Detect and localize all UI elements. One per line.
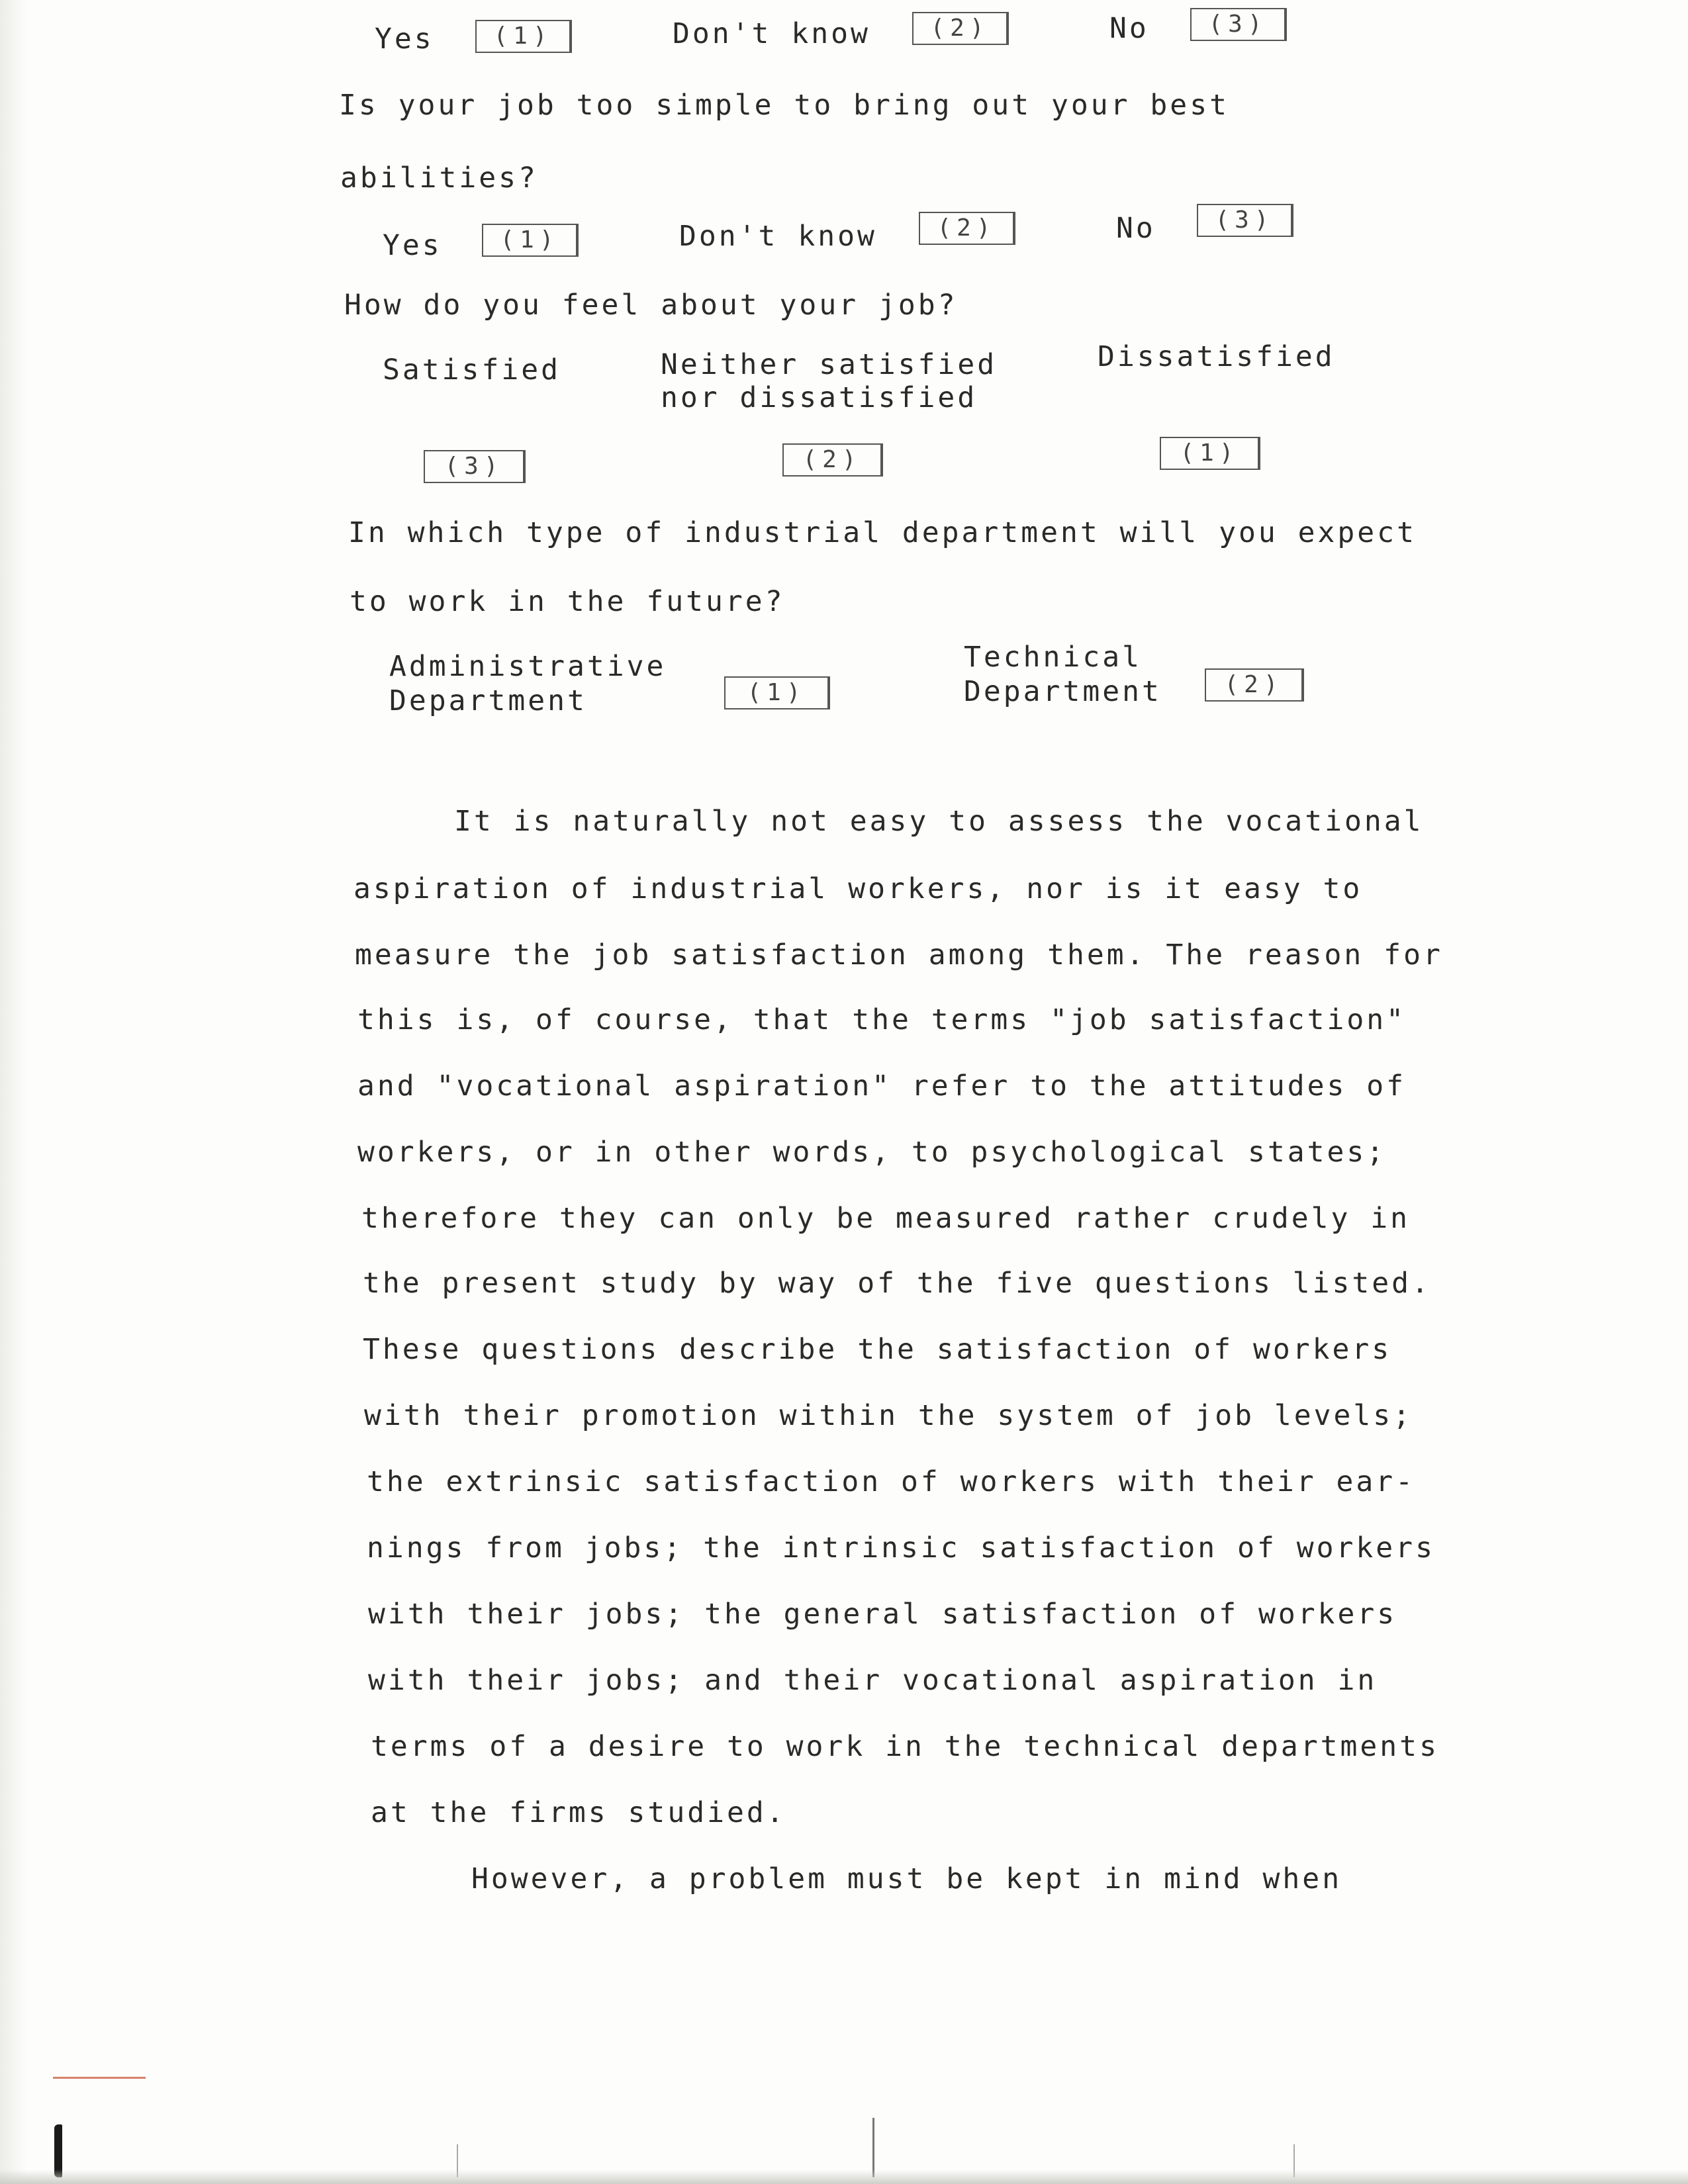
- scan-shadow-bottom: [0, 2169, 1688, 2184]
- q-top-yes-box: (1): [475, 20, 572, 53]
- scan-shadow-left: [0, 0, 26, 2184]
- body-line: with their promotion within the system of job levels;: [364, 1399, 1413, 1432]
- q-top-yes-label: Yes: [375, 23, 434, 56]
- body-line: measure the job satisfaction among them. The reason for: [355, 938, 1443, 972]
- q-top-dontknow-box: (2): [912, 12, 1009, 45]
- q-simple-line1: Is your job too simple to bring out your best: [339, 89, 1229, 122]
- q-department-admin-label-line2: Department: [389, 684, 587, 717]
- q-feel-neither-label-line1: Neither satisfied: [661, 348, 998, 381]
- body-line: the extrinsic satisfaction of workers with their ear-: [367, 1465, 1416, 1498]
- body-line: terms of a desire to work in the technical departments: [371, 1730, 1439, 1763]
- q-feel-neither-box: (2): [782, 443, 883, 477]
- q-top-dontknow-label: Don't know: [673, 17, 870, 50]
- body-line: and "vocational aspiration" refer to the attitudes of: [357, 1069, 1407, 1103]
- q-feel-dissatisfied-box: (1): [1160, 437, 1260, 470]
- q-feel-neither-label-line2: nor dissatisfied: [661, 381, 978, 414]
- q-department-line1: In which type of industrial department will you expect: [348, 516, 1417, 549]
- body-line: aspiration of industrial workers, nor is it easy to: [353, 872, 1363, 905]
- q-simple-yes-label: Yes: [383, 229, 442, 262]
- body-line: It is naturally not easy to assess the vocational: [454, 805, 1424, 838]
- body-line: workers, or in other words, to psychological states;: [357, 1136, 1387, 1169]
- q-simple-dontknow-label: Don't know: [679, 220, 877, 253]
- body-line: with their jobs; and their vocational aspiration in: [368, 1664, 1378, 1697]
- q-department-technical-label-line2: Department: [964, 675, 1162, 708]
- q-department-admin-label-line1: Administrative: [389, 650, 667, 683]
- q-top-no-label: No: [1109, 12, 1149, 45]
- scan-fold-line: [872, 2118, 874, 2177]
- q-department-admin-box: (1): [724, 676, 830, 709]
- scan-red-mark: [53, 2077, 146, 2079]
- q-feel-question: How do you feel about your job?: [344, 289, 958, 322]
- q-simple-dontknow-box: (2): [919, 212, 1015, 245]
- body-line: this is, of course, that the terms "job satisfaction": [357, 1003, 1407, 1036]
- q-simple-no-label: No: [1116, 212, 1156, 245]
- q-department-line2: to work in the future?: [350, 585, 785, 618]
- q-simple-line2: abilities?: [340, 161, 538, 195]
- q-top-no-box: (3): [1190, 8, 1287, 41]
- q-simple-yes-box: (1): [482, 224, 579, 257]
- q-department-technical-label-line1: Technical: [964, 641, 1142, 674]
- q-simple-no-box: (3): [1197, 204, 1293, 237]
- body-line: the present study by way of the five questions listed.: [363, 1267, 1431, 1300]
- q-feel-dissatisfied-label: Dissatisfied: [1098, 340, 1335, 373]
- q-feel-satisfied-label: Satisfied: [383, 353, 561, 387]
- body-line: at the firms studied.: [371, 1796, 786, 1829]
- next-paragraph-start: However, a problem must be kept in mind when: [471, 1862, 1342, 1895]
- q-department-technical-box: (2): [1205, 668, 1304, 702]
- q-feel-satisfied-box: (3): [424, 450, 526, 483]
- body-line: nings from jobs; the intrinsic satisfaction of workers: [367, 1531, 1435, 1565]
- body-line: with their jobs; the general satisfaction of workers: [368, 1598, 1397, 1631]
- body-line: These questions describe the satisfaction of workers: [363, 1333, 1392, 1366]
- body-line: therefore they can only be measured rather crudely in: [361, 1202, 1411, 1235]
